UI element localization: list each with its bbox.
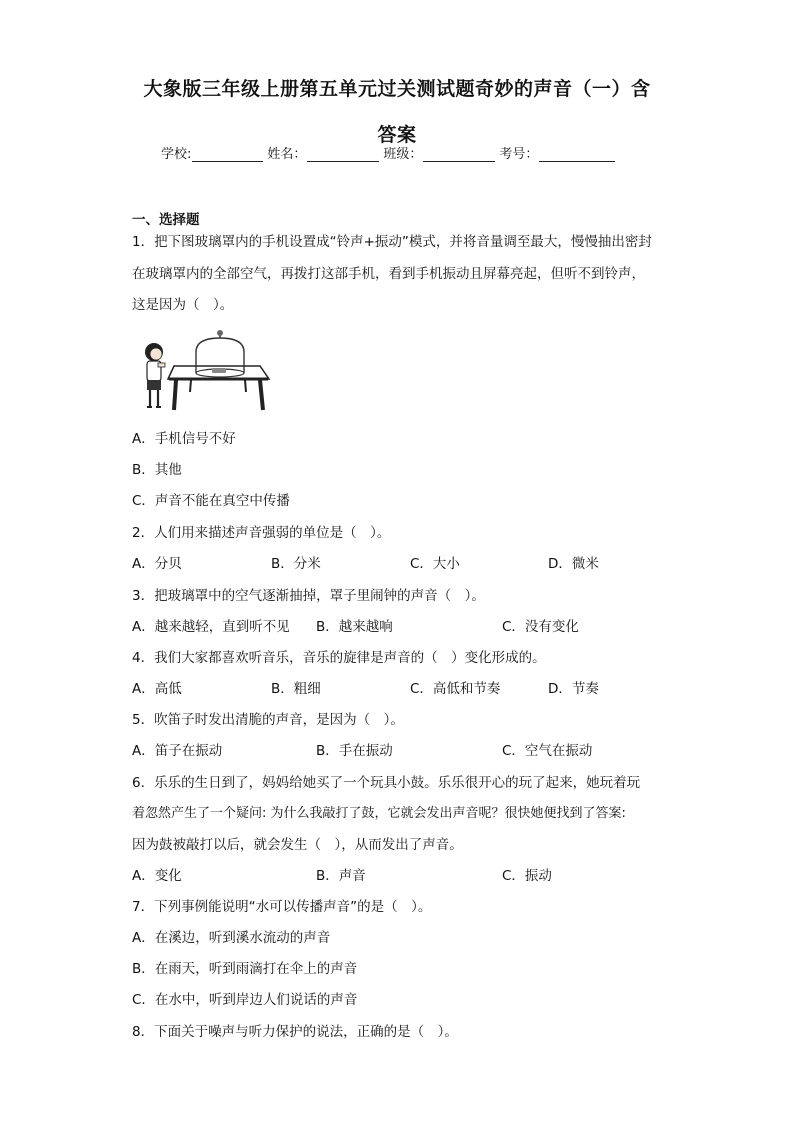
q3-option-b[interactable]: B．越来越响 — [316, 619, 393, 635]
q4-option-b[interactable]: B．粗细 — [271, 681, 321, 697]
q1-option-b[interactable]: B．其他 — [132, 462, 182, 478]
number-blank[interactable] — [539, 147, 615, 162]
class-label: 班级： — [383, 147, 423, 162]
number-label: 考号： — [499, 147, 539, 162]
q5-stem: 5．吹笛子时发出清脆的声音，是因为（ ）。 — [132, 712, 404, 728]
q2-option-a[interactable]: A．分贝 — [132, 556, 182, 572]
q5-option-b[interactable]: B．手在振动 — [316, 743, 393, 759]
q7-option-b[interactable]: B．在雨天，听到雨滴打在伞上的声音 — [132, 961, 358, 977]
q4-option-a[interactable]: A．高低 — [132, 681, 182, 697]
q3-stem: 3．把玻璃罩中的空气逐渐抽掉，罩子里闹钟的声音（ ）。 — [132, 588, 485, 604]
q7-option-c[interactable]: C．在水中，听到岸边人们说话的声音 — [132, 992, 358, 1008]
q3-option-a[interactable]: A．越来越轻，直到听不见 — [132, 619, 290, 635]
q6-line-1: 6．乐乐的生日到了，妈妈给她买了一个玩具小鼓。乐乐很开心的玩了起来，她玩着玩 — [132, 775, 641, 791]
q7-stem: 7．下列事例能说明“水可以传播声音”的是（ ）。 — [132, 899, 432, 915]
q1-option-c[interactable]: C．声音不能在真空中传播 — [132, 493, 290, 509]
q7-option-a[interactable]: A．在溪边，听到溪水流动的声音 — [132, 930, 331, 946]
title-line-2: 答案 — [377, 124, 417, 146]
q4-stem: 4．我们大家都喜欢听音乐，音乐的旋律是声音的（ ）变化形成的。 — [132, 650, 546, 666]
q3-option-c[interactable]: C．没有变化 — [502, 619, 579, 635]
q1-option-a[interactable]: A．手机信号不好 — [132, 431, 236, 447]
q1-line-3: 这是因为（ ）。 — [132, 297, 234, 313]
name-label: 姓名： — [267, 147, 307, 162]
school-label: 学校: — [161, 147, 192, 162]
q2-option-c[interactable]: C．大小 — [410, 556, 460, 572]
q5-option-a[interactable]: A．笛子在振动 — [132, 743, 223, 759]
q4-option-d[interactable]: D．节奏 — [548, 681, 599, 697]
q6-line-2: 着忽然产生了一个疑问: 为什么我敲打了鼓，它就会发出声音呢？很快她便找到了答案: — [132, 806, 626, 821]
q8-stem: 8．下面关于噪声与听力保护的说法，正确的是（ ）。 — [132, 1024, 458, 1040]
name-blank[interactable] — [307, 147, 379, 162]
section-title: 一、选择题 — [132, 212, 200, 228]
q1-line-1: 1．把下图玻璃罩内的手机设置成“铃声+振动”模式，并将音量调至最大，慢慢抽出密封 — [132, 234, 652, 250]
q4-option-c[interactable]: C．高低和节奏 — [410, 681, 501, 697]
class-blank[interactable] — [423, 147, 495, 162]
q1-line-2: 在玻璃罩内的全部空气，再拨打这部手机，看到手机振动且屏幕亮起，但听不到铃声， — [132, 266, 645, 282]
q6-option-c[interactable]: C．振动 — [502, 868, 552, 884]
title-line-1: 大象版三年级上册第五单元过关测试题奇妙的声音（一）含 — [143, 78, 651, 100]
student-info-row — [161, 143, 619, 162]
q2-option-d[interactable]: D．微米 — [548, 556, 599, 572]
q2-option-b[interactable]: B．分米 — [271, 556, 321, 572]
school-blank[interactable] — [192, 147, 263, 162]
q5-option-c[interactable]: C．空气在振动 — [502, 743, 593, 759]
glass-bell-jar-illustration — [132, 330, 277, 415]
q6-line-3: 因为鼓被敲打以后，就会发生（ ），从而发出了声音。 — [132, 837, 463, 853]
q6-option-b[interactable]: B．声音 — [316, 868, 366, 884]
q2-stem: 2．人们用来描述声音强弱的单位是（ ）。 — [132, 525, 391, 541]
q6-option-a[interactable]: A．变化 — [132, 868, 182, 884]
